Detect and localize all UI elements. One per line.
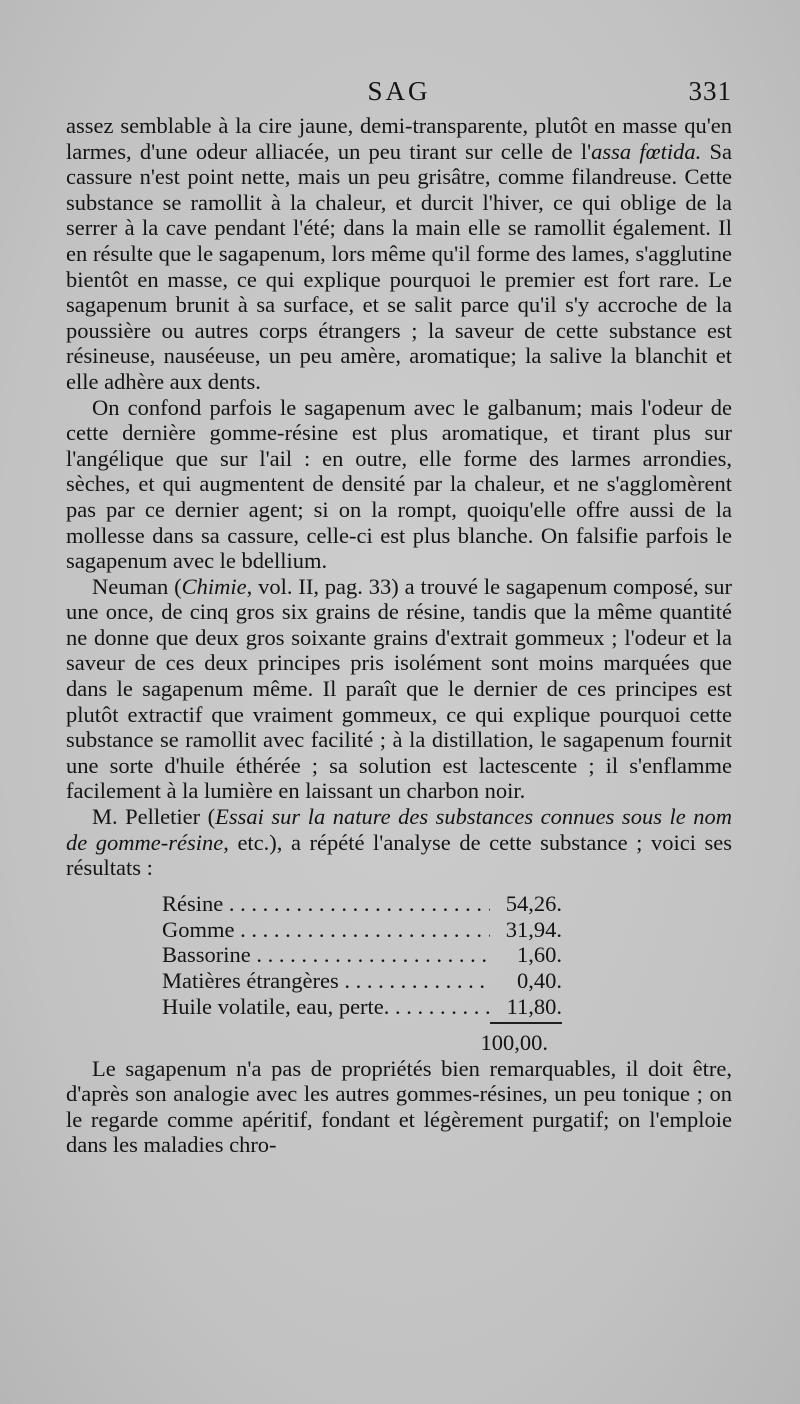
row-label: Bassorine . . . (162, 942, 490, 968)
paragraph-3-text-a: Neuman ( (92, 573, 182, 599)
table-row (162, 994, 562, 1024)
table-row (162, 968, 562, 994)
total-value: 100,00. (480, 1029, 548, 1055)
paragraph-3-italic: Chimie (181, 573, 247, 599)
row-value: 11,80. (490, 994, 562, 1024)
paragraph-1 (66, 113, 732, 395)
paragraph-3-text-b: , vol. II, pag. 33) a trouvé le sagapenum composé, sur une once, de cinq gros six grains de résine, tandis que la même quantité ne donne que deux gros soixante grains d'extrait gommeux ; l'odeur et la saveur de ces deux principes pris isolément sont moins marquées que dans le sagapenum même. Il paraît que le dernier de ces principes est plutôt extractif que vraiment gommeux, ce qui explique pourquoi cette substance se ramollit avec facilité ; à la distillation, le sagapenum fournit une sorte d'huile éthérée ; sa solution est lactescente ; il s'enflamme facilement à la lumière en laissant un charbon noir. (66, 573, 733, 804)
paragraph-1-rest: Sa cassure n'est point nette, mais un peu grisâtre, comme filandreuse. Cette substance se ramollit à la chaleur, et durcit l'hiver, ce qui oblige de la serrer à la cave pendant l'été; dans la main elle se ramollit également. Il en résulte que le sagapenum, lors même qu'il forme des lames, s'agglutine bientôt en masse, ce qui explique pourquoi le premier est fort rare. Le sagapenum brunit à sa surface, et se salit parce qu'il s'y accroche de la poussière ou autres corps étrangers ; la saveur de cette substance est résineuse, nauséeuse, un peu amère, aromatique; la salive la blanchit et elle adhère aux dents. (66, 138, 733, 394)
paragraph-4 (66, 804, 732, 881)
paragraph-4-text-b: , etc.), a répété l'analyse de cette substance ; voici ses résultats : (66, 829, 733, 881)
table-row (162, 942, 562, 968)
row-value: 54,26. (505, 890, 562, 916)
analysis-table (162, 891, 562, 1056)
row-label: Huile volatile, eau, perte. . . . (162, 994, 490, 1024)
body-text (66, 113, 732, 1158)
table-row (162, 917, 562, 943)
row-value: 0,40. (517, 968, 562, 994)
paragraph-2: On confond parfois le sagapenum avec le galbanum; mais l'odeur de cette dernière gomme-résine est plus aromatique, et tirant plus sur l'angélique que sur l'ail : en outre, elle forme des larmes arrondies, sèches, et qui augmentent de densité par la chaleur, et ne s'agglomèrent pas par ce dernier agent; si on la rompt, quoiqu'elle offre aussi de la mollesse dans sa cassure, celle-ci est plus blanche. On falsifie parfois le sagapenum avec le bdellium. (66, 394, 732, 574)
row-value: 1,60. (517, 942, 562, 968)
paragraph-4-text-a: M. Pelletier ( (92, 804, 216, 830)
paragraph-4-italic: Essai sur la nature des substances connues sous le nom de gomme-résine (66, 804, 732, 855)
row-label: Résine . . . (162, 891, 490, 917)
running-head: SAG (367, 76, 431, 106)
paragraph-3 (66, 574, 732, 804)
paragraph-1-text: assez semblable à la cire jaune, demi-transparente, plutôt en masse qu'en larmes, d'une odeur alliacée, un peu tirant sur celle de l' (66, 113, 732, 164)
row-label: Matières étrangères . . . (162, 968, 490, 994)
paragraph-5: Le sagapenum n'a pas de propriétés bien remarquables, il doit être, d'après son analogie avec les autres gommes-résines, un peu tonique ; on le regarde comme apéritif, fondant et légèrement purgatif; on l'emploie dans les maladies chro- (66, 1055, 732, 1158)
page-number: 331 (688, 76, 732, 106)
table-row (162, 891, 562, 917)
page-header (66, 76, 732, 112)
table-total (162, 1030, 562, 1056)
row-label: Gomme . . . (162, 917, 490, 943)
row-value: 31,94. (505, 916, 562, 942)
paragraph-1-italic: assa fœtida. (591, 138, 702, 164)
